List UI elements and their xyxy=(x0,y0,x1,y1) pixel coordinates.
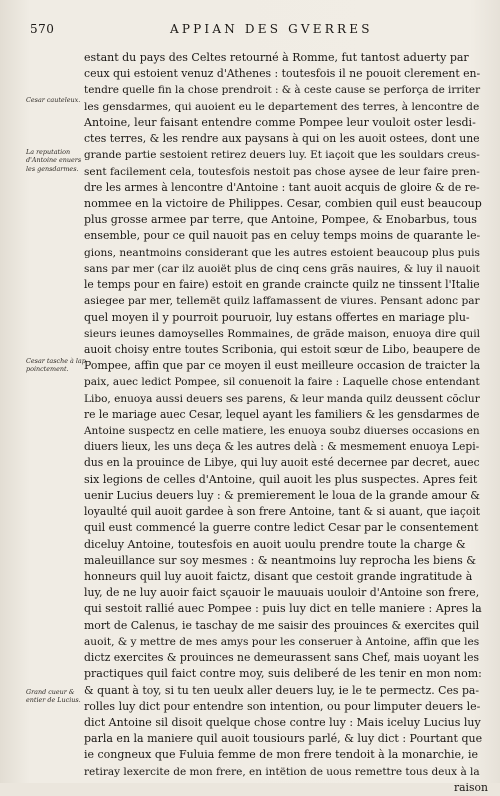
text-line: gions, neantmoins considerant que les autres estoient beaucoup plus puis xyxy=(84,246,480,259)
text-line: Libo, enuoya aussi deuers ses parens, & leur manda quilz deussent cõclur xyxy=(84,392,480,405)
text-line: ceux qui estoient venuz d'Athenes : toutesfois il ne pouoit clerement en- xyxy=(84,67,481,81)
text-line: retiray lexercite de mon frere, en intëtion de uous remettre tous deux à la xyxy=(84,765,480,778)
margin-notes xyxy=(0,0,90,783)
text-line: re le mariage auec Cesar, lequel ayant les familiers & les gensdarmes de xyxy=(84,407,480,421)
margin-note: Cesar tasche à lap poinctement. xyxy=(26,357,86,374)
text-line: raison xyxy=(454,780,488,794)
text-line: dre les armes à lencontre d'Antoine : tant auoit acquis de gloire & de re- xyxy=(84,180,480,194)
text-line: six legions de celles d'Antoine, quil auoit les plus suspectes. Apres feit xyxy=(84,472,478,486)
text-line: diceluy Antoine, toutesfois en auoit uoulu prendre toute la charge & xyxy=(84,537,466,551)
text-line: Antoine, leur faisant entendre comme Pompee leur vouloit oster lesdi- xyxy=(84,115,476,129)
text-line: loyaulté quil auoit gardee à son frere Antoine, tant & si auant, que iaçoit xyxy=(84,505,481,519)
margin-note: Grand cueur & entier de Lucius. xyxy=(26,688,81,705)
text-line: ctes terres, & les rendre aux paysans à qui on les auoit ostees, dont une xyxy=(84,132,480,146)
page-number: 570 xyxy=(30,22,55,36)
text-line: honneurs quil luy auoit faictz, disant que cestoit grande ingratitude à xyxy=(84,570,473,583)
text-line: Antoine suspectz en celle matiere, les enuoya soubz diuerses occasions en xyxy=(84,425,480,438)
text-line: diuers lieux, les uns deça & les autres delà : & mesmement enuoya Lepi- xyxy=(84,440,480,454)
text-line: luy, de ne luy auoir faict sçauoir le mauuais uouloir d'Antoine son frere, xyxy=(84,586,480,600)
text-line: auoit choisy entre toutes Scribonia, qui estoit sœur de Libo, beaupere de xyxy=(84,342,481,356)
text-line: ie congneux que Fuluia femme de mon frere tendoit à la monarchie, ie xyxy=(84,748,479,762)
text-line: nommee en la victoire de Philippes. Cesar, combien quil eust beaucoup xyxy=(84,196,482,210)
body-text xyxy=(84,50,488,796)
text-line: qui sestoit rallié auec Pompee : puis luy dict en telle maniere : Apres la xyxy=(84,602,482,616)
text-line: estant du pays des Celtes retourné à Romme, fut tantost aduerty par xyxy=(84,51,469,64)
text-line: dus en la prouince de Libye, qui luy auoit esté decernee par decret, auec xyxy=(84,456,480,470)
text-line: tendre quelle fin la chose prendroit : & à ceste cause se perforça de irriter xyxy=(84,84,481,97)
text-line: le temps pour en faire) estoit en grande craincte quilz ne tinssent l'Italie xyxy=(84,278,480,292)
text-line: practiques quil faict contre moy, suis deliberé de les tenir en mon nom: xyxy=(84,667,482,681)
text-line: asiegee par mer, tellemët quilz laffamassent de viures. Pensant adonc par xyxy=(84,295,480,308)
text-line: Pompee, affin que par ce moyen il eust meilleure occasion de traicter la xyxy=(84,359,481,373)
text-line: quel moyen il y pourroit pouruoir, luy estans offertes en mariage plu- xyxy=(84,310,470,324)
text-line: quil eust commencé la guerre contre ledict Cesar par le consentement xyxy=(84,521,479,535)
text-line: sieurs ieunes damoyselles Rommaines, de grãde maison, enuoya dire quil xyxy=(84,327,480,340)
text-line: dictz exercites & prouinces ne demeurassent sans Chef, mais uoyant les xyxy=(84,651,479,665)
margin-note: Cesar cauteleux. xyxy=(26,96,81,104)
text-line: mort de Calenus, ie taschay de me saisir des prouinces & exercites quil xyxy=(84,618,480,632)
text-line: parla en la maniere quil auoit tousiours parlé, & luy dict : Pourtant que xyxy=(84,732,483,746)
text-line: & quant à toy, si tu ten ueulx aller deuers luy, ie le te permectz. Ces pa- xyxy=(84,683,480,697)
running-title: APPIAN DES GVERRES xyxy=(170,22,373,36)
text-line: les gensdarmes, qui auoient eu le departement des terres, à lencontre de xyxy=(84,99,480,113)
margin-note: La reputation d'Antoine enuers les gensdarmes. xyxy=(26,148,82,173)
text-line: ensemble, pour ce quil nauoit pas en celuy temps moins de quarante le- xyxy=(84,229,481,243)
text-line: rolles luy dict pour entendre son intention, ou pour limputer deuers le- xyxy=(84,699,481,713)
text-line: grande partie sestoient retirez deuers luy. Et iaçoit que les souldars creus- xyxy=(84,149,480,162)
text-line: paix, auec ledict Pompee, sil conuenoit la faire : Laquelle chose entendant xyxy=(84,376,480,389)
text-line: sans par mer (car ilz auoiët plus de cinq cens grãs nauires, & luy il nauoit xyxy=(84,262,480,275)
text-line: maleuillance sur soy mesmes : & neantmoins luy reprocha les biens & xyxy=(84,553,477,567)
text-line: dict Antoine sil disoit quelque chose contre luy : Mais iceluy Lucius luy xyxy=(84,715,481,729)
text-line: plus grosse armee par terre, que Antoine, Pompee, & Enobarbus, tous xyxy=(84,213,477,227)
text-line: auoit, & y mettre de mes amys pour les conseruer à Antoine, affin que les xyxy=(84,635,480,648)
text-line: sent facilement cela, toutesfois nestoit pas chose aysee de leur faire pren- xyxy=(84,165,480,178)
text-line: uenir Lucius deuers luy : & premierement le loua de la grande amour & xyxy=(84,488,480,502)
